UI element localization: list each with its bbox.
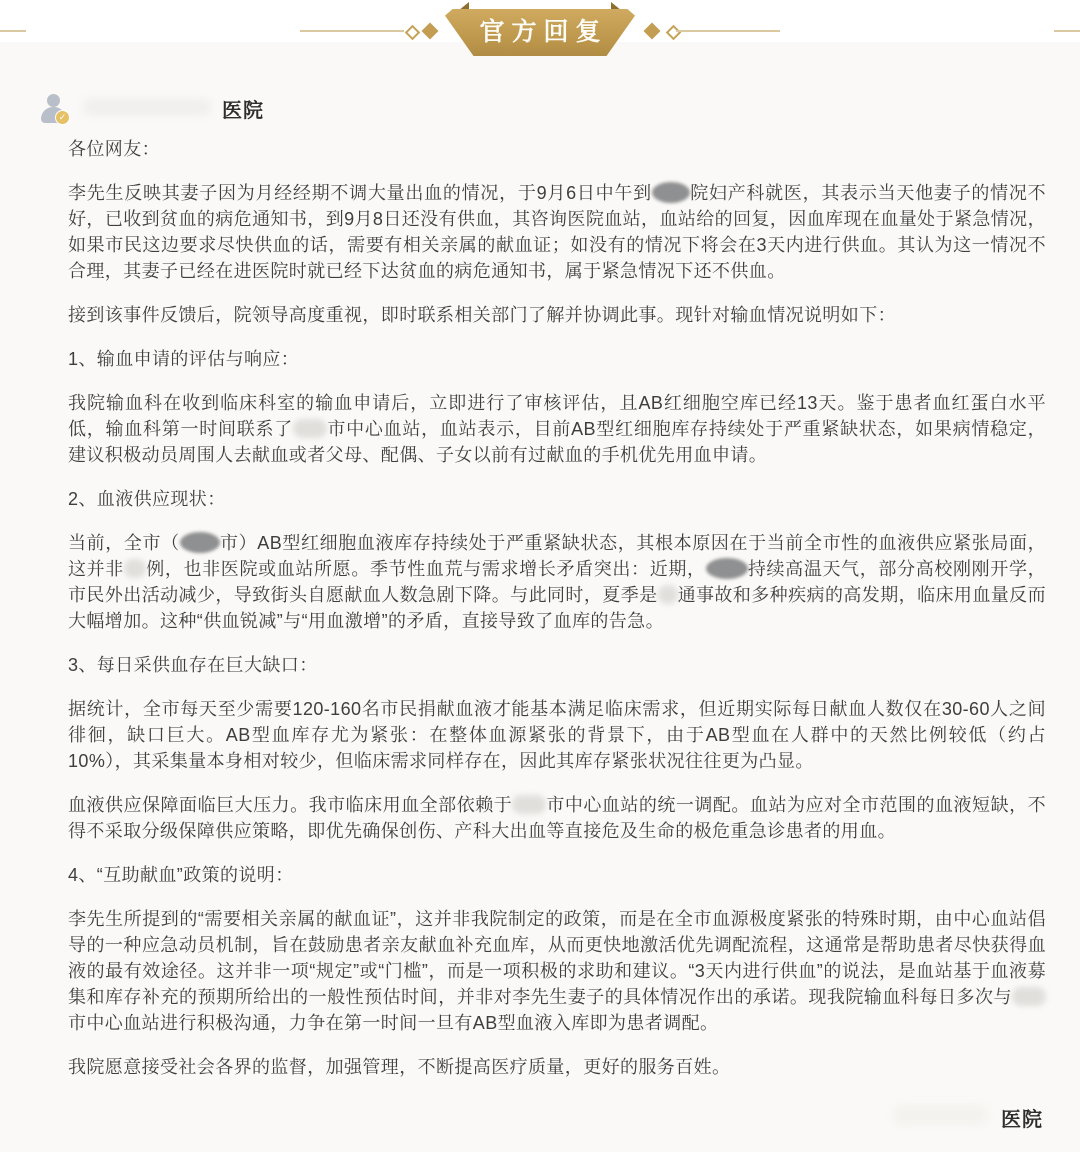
closing: 我院愿意接受社会各界的监督，加强管理，不断提高医疗质量，更好的服务百姓。 [68,1057,731,1077]
gold-ribbon [445,2,635,60]
reply-body [68,136,1046,1098]
section-1-heading: 1、输血申请的评估与响应： [68,349,300,369]
diamond-icon [666,25,682,41]
section-4-heading: 4、“互助献血”政策的说明： [68,865,294,885]
redaction-blur [124,559,146,578]
signature-hospital-label: 医院 [1001,1109,1043,1131]
redacted-signature-name [893,1105,988,1125]
section-3-heading: 3、每日采供血存在巨大缺口： [68,655,318,675]
response-intro: 接到该事件反馈后，院领导高度重视，即时联系相关部门了解并协调此事。现针对输血情况说明如下： [68,305,896,325]
complaint-summary: 李先生反映其妻子因为月经经期不调大量出血的情况，于9月6日中午到 院妇产科就医，其表示当天他妻子的情况不好，已收到贫血的病危通知书，到9月8日还没有供血，其咨询医院血站，血站给的回复，因血库现在血量处于紧急情况，如果市民这边要求尽快供血的话，需要有相关亲属的献血证；如没有的情况下将会在3天内进行供血。其认为这一情况不合理，其妻子已经在进医院时就已经下达贫血的病危通知书，属于紧急情况下还不供血。 [68,183,1046,281]
section-1-body: 我院输血科在收到临床科室的输血申请后，立即进行了审核评估，且AB红细胞空库已经13天。鉴于患者血红蛋白水平低，输血科第一时间联系了 市中心血站，血站表示，目前AB型红细胞库存持续处于严重紧缺状态，如果病情稳定，建议积极动员周围人去献血或者父母、配偶、子女以前有过献血的手机优先用血申请。 [68,393,1046,465]
redaction-blur [180,532,220,553]
section-4-body: 李先生所提到的“需要相关亲属的献血证”，这并非我院制定的政策，而是在全市血源极度紧张的特殊时期，由中心血站倡导的一种应急动员机制，旨在鼓励患者亲友献血补充血库，从而更快地激活优先调配流程，这通常是帮助患者尽快获得血液的最有效途径。这并非一项“规定”或“门槛”，而是一项积极的求助和建议。“3天内进行供血”的说法，是血站基于血液募集和库存补充的预期所给出的一般性预估时间，并非对李先生妻子的具体情况作出的承诺。现我院输血科每日多次与市中心血站进行积极沟通，力争在第一时间一旦有AB型血液入库即为患者调配。 [68,909,1046,1033]
official-reply-banner [0,0,1080,72]
avatar [40,94,68,124]
verified-check-icon: ✓ [55,110,70,125]
deco-line-right [676,30,780,32]
diamond-icon [644,23,661,40]
redaction-blur [706,558,748,579]
salutation: 各位网友： [68,139,160,159]
section-3-body-2: 血液供应保障面临巨大压力。我市临床用血全部依赖于 市中心血站的统一调配。血站为应对全市范围的血液短缺，不得不采取分级保障供应策略，即优先确保创伤、产科大出血等直接危及生命的极危重急诊患者的用血。 [68,795,1046,841]
deco-line-left [300,30,404,32]
diamond-icon [405,25,421,41]
redaction-blur [652,182,690,203]
redacted-hospital-name [82,98,212,116]
redaction-blur [1012,987,1046,1006]
section-2-body: 当前，全市（ 市）AB型红细胞血液库存持续处于严重紧缺状态，其根本原因在于当前全市性的血液供应紧张局面，这并非 例，也非医院或血站所愿。季节性血荒与需求增长矛盾突出：近期， 持续高温天气，部分高校刚刚开学，市民外出活动减少，导致街头自愿献血人数急剧下降。与此同时，夏季是 通事故和多种疾病的高发期，临床用血量反而大幅增加。这种“供血锐减”与“用血激增”的矛盾，直接导致了血库的告急。 [68,533,1047,631]
redaction-blur [293,419,327,438]
banner-title: 官方回复 [479,19,608,46]
person-silhouette-icon [47,94,60,107]
section-2-heading: 2、血液供应现状： [68,489,226,509]
deco-line-edge-right [1054,30,1080,32]
post-header [40,92,1040,132]
deco-line-edge-left [0,30,26,32]
redaction-blur [512,795,546,814]
section-3-body: 据统计，全市每天至少需要120-160名市民捐献血液才能基本满足临床需求，但近期实际每日献血人数仅在30-60人之间徘徊，缺口巨大。AB型血库存尤为紧张：在整体血源紧张的背景下，由于AB型血在人群中的天然比例较低（约占10%），其采集量本身相对较少，但临床需求同样存在，因此其库存紧张状况往往更为凸显。 [68,699,1046,771]
redaction-blur [658,585,678,604]
hospital-label: 医院 [222,100,264,122]
diamond-icon [422,23,439,40]
